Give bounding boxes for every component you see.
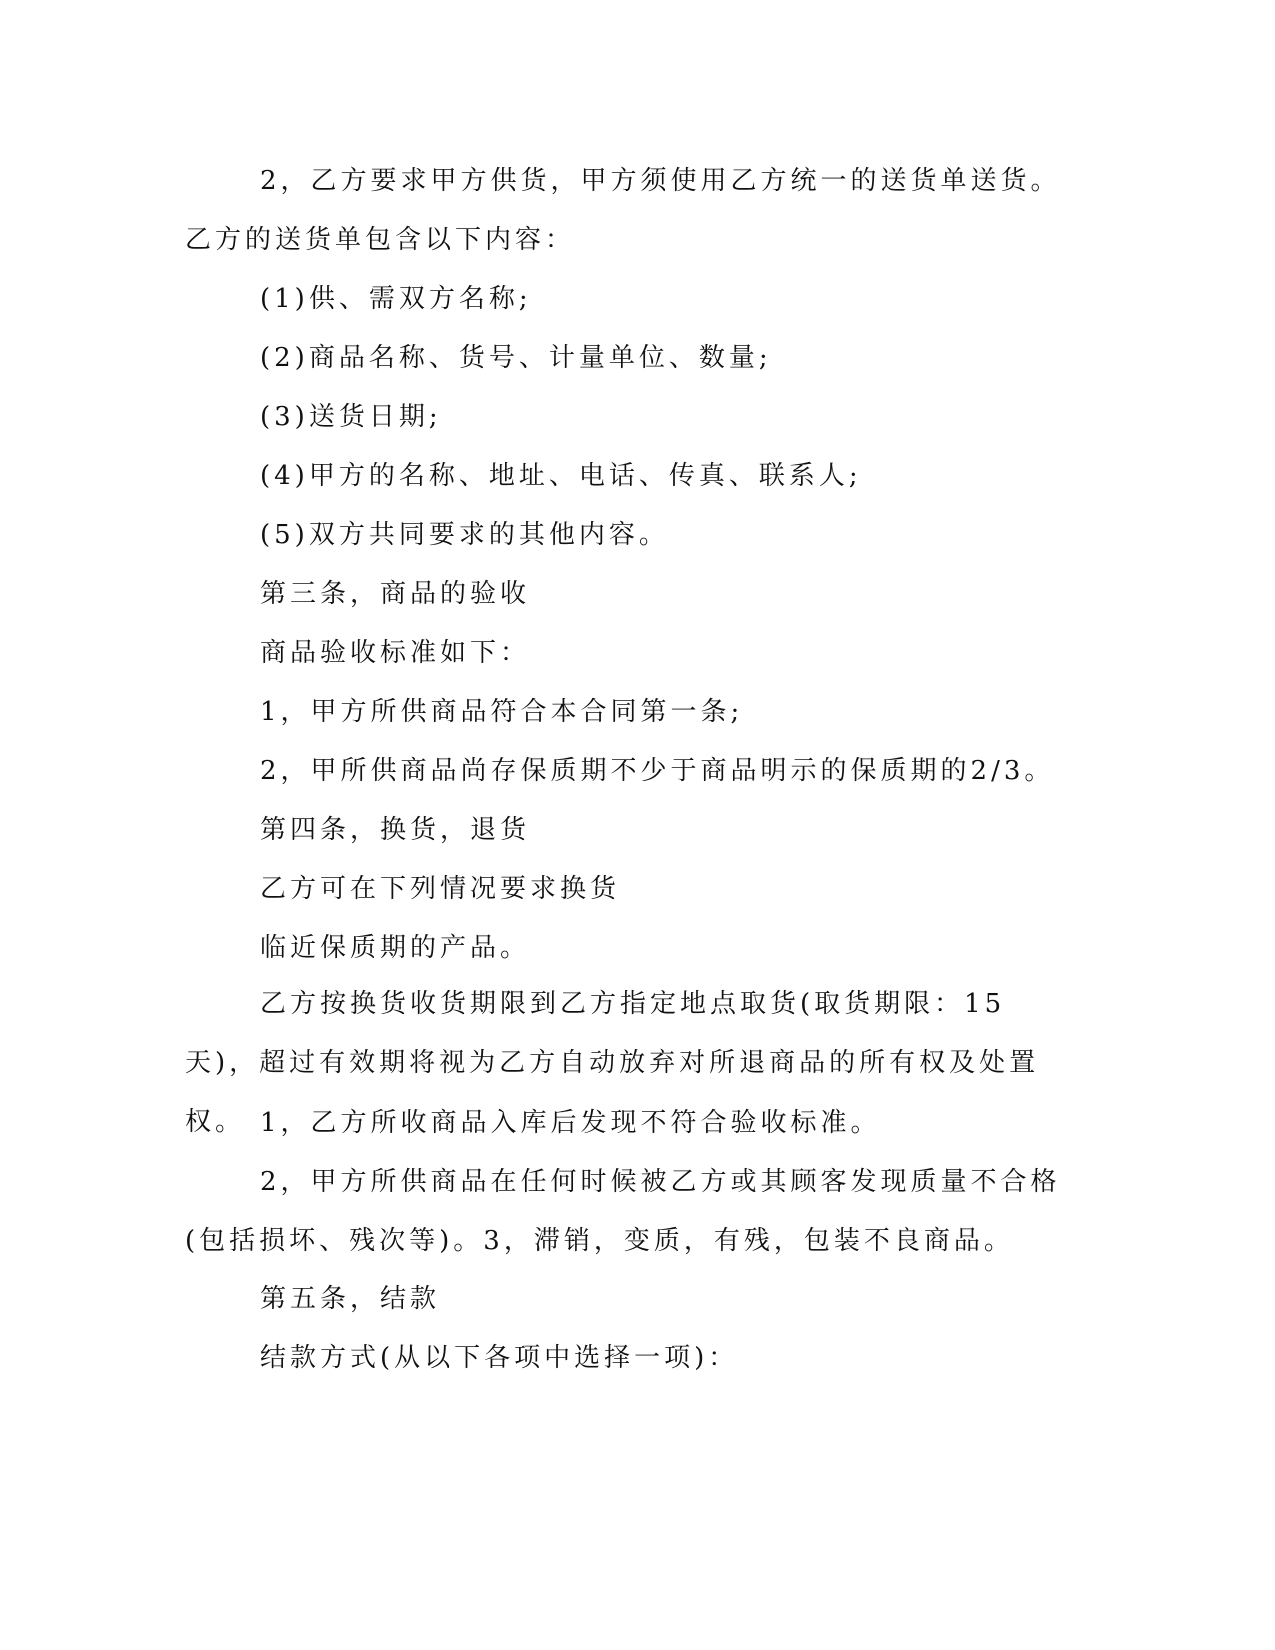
paragraph-delivery-note: 2，乙方要求甲方供货，甲方须使用乙方统一的送货单送货。乙方的送货单包含以下内容： bbox=[185, 166, 1061, 255]
list-item-exchange-1: 1，乙方所收商品入库后发现不符合验收标准。 bbox=[260, 1108, 881, 1138]
list-item-goods-details: (2)商品名称、货号、计量单位、数量; bbox=[260, 343, 772, 373]
paragraph-pickup-period: 乙方按换货收货期限到乙方指定地点取货(取货期限：15天)，超过有效期将视为乙方自动放弃对所退商品的所有权及处置权。 bbox=[185, 989, 1040, 1137]
list-item-exchange-2-3: 2，甲方所供商品在任何时候被乙方或其顾客发现质量不合格(包括损坏、残次等)。3，滞销，变质，有残，包装不良商品。 bbox=[185, 1167, 1061, 1256]
section-heading-article-3: 第三条，商品的验收 bbox=[260, 579, 531, 609]
section-heading-article-5: 第五条，结款 bbox=[260, 1284, 441, 1314]
paragraph-exchange-conditions: 乙方可在下列情况要求换货 bbox=[260, 874, 621, 904]
section-heading-article-4: 第四条，换货，退货 bbox=[260, 815, 531, 845]
paragraph-near-expiry: 临近保质期的产品。 bbox=[260, 933, 531, 963]
list-item-acceptance-1: 1，甲方所供商品符合本合同第一条; bbox=[260, 697, 744, 727]
list-item-other-content: (5)双方共同要求的其他内容。 bbox=[260, 520, 669, 550]
list-item-delivery-date: (3)送货日期; bbox=[260, 402, 442, 432]
list-item-party-names: (1)供、需双方名称; bbox=[260, 284, 532, 314]
paragraph-payment-method: 结款方式(从以下各项中选择一项)： bbox=[260, 1343, 739, 1373]
list-item-acceptance-2: 2，甲所供商品尚存保质期不少于商品明示的保质期的2/3。 bbox=[260, 756, 1055, 786]
paragraph-acceptance-standard: 商品验收标准如下： bbox=[260, 638, 531, 668]
list-item-party-a-contact: (4)甲方的名称、地址、电话、传真、联系人; bbox=[260, 461, 862, 491]
